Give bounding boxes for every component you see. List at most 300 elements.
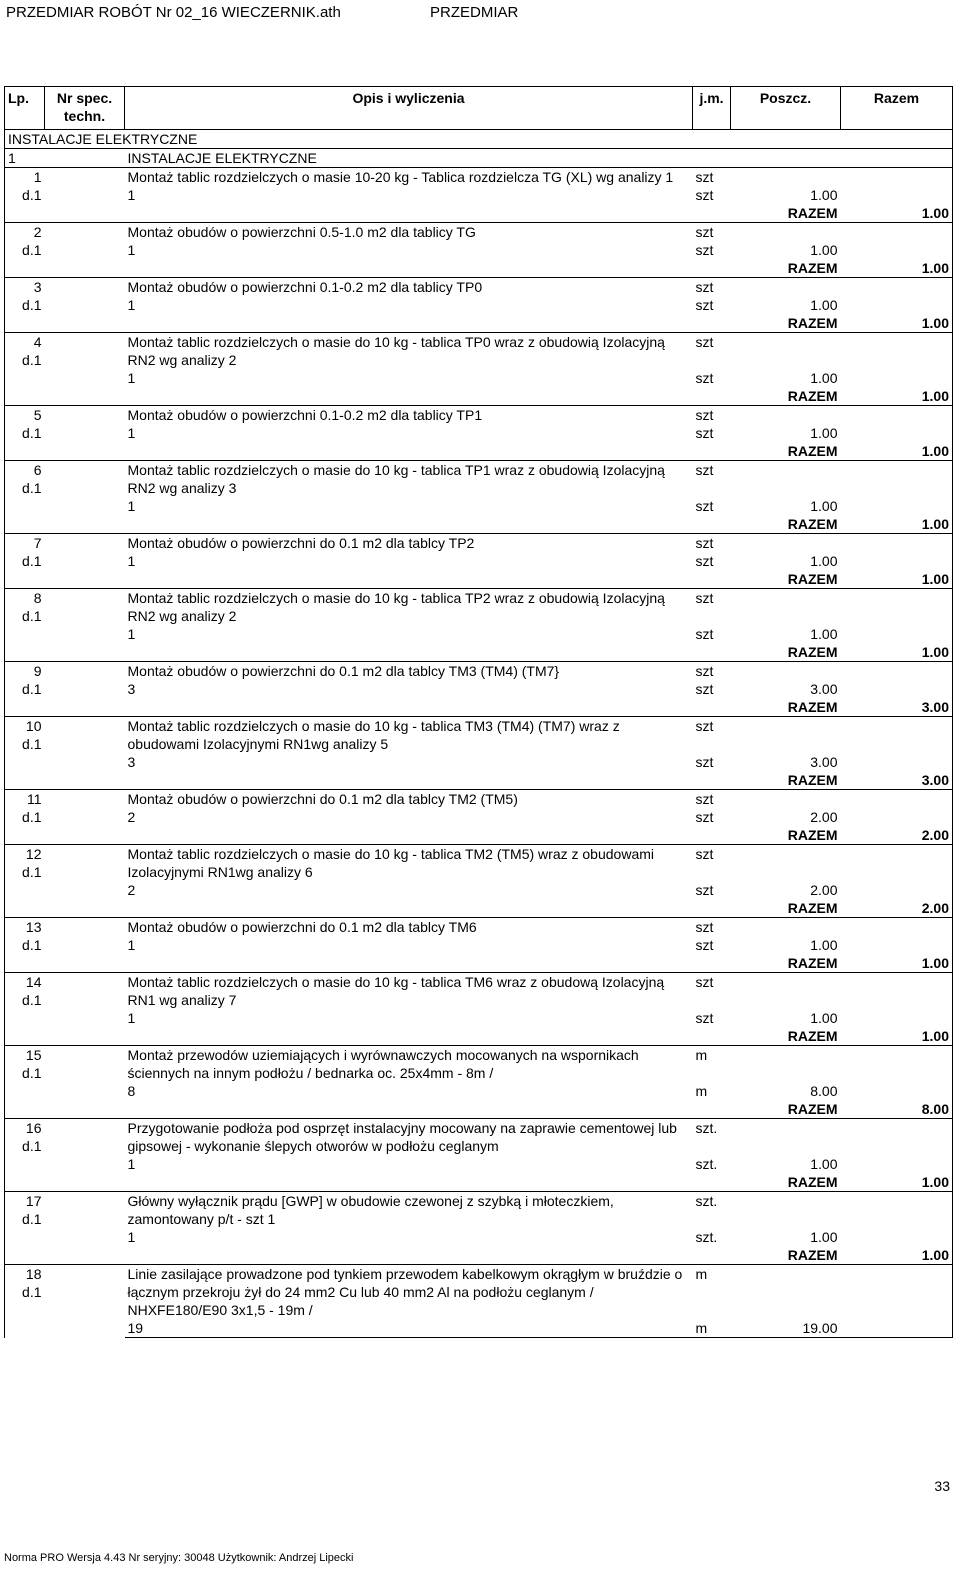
item-number: 4 [33,334,42,350]
razem-value: 1.00 [841,204,953,223]
razem-jm-empty [693,899,731,918]
razem-jm-empty [693,1027,731,1046]
razem-desc-empty [125,1173,693,1192]
calc-unit: szt [695,882,714,898]
calc-value: 2.00 [810,809,838,825]
calc-expression: 2 [127,882,136,898]
item-row [5,589,953,626]
item-empty [731,1192,841,1229]
subsection-lp: 1 [5,149,45,168]
subsection-row [5,149,953,168]
calc-expression: 1 [127,370,136,386]
calc-empty [841,808,953,826]
razem-jm-empty [693,1173,731,1192]
item-row [5,223,953,242]
item-lp-cell [5,790,45,827]
razem-desc-empty [125,259,693,278]
razem-row [5,259,953,278]
razem-desc-empty [125,1027,693,1046]
calc-row [5,881,953,899]
item-row [5,333,953,370]
razem-label: RAZEM [787,772,838,788]
calc-row [5,1009,953,1027]
calc-empty [841,552,953,570]
item-lp-cell [5,717,45,772]
razem-desc-empty [125,954,693,973]
calc-value: 8.00 [810,1083,838,1099]
subsection-title: INSTALACJE ELEKTRYCZNE [125,149,953,168]
razem-row [5,442,953,461]
item-lp-cell [5,1046,45,1101]
calc-unit: szt [695,297,714,313]
razem-label: RAZEM [787,516,838,532]
calc-unit: szt [695,937,714,953]
item-unit: szt [693,717,731,754]
razem-jm-empty [693,259,731,278]
item-description: Montaż tablic rozdzielczych o masie do 10 kg - tablica TM6 wraz z obudową Izolacyjną RN1 wg analizy 7 [125,973,693,1010]
item-empty [841,406,953,425]
item-number: 13 [25,919,42,935]
item-row [5,918,953,937]
razem-label: RAZEM [787,443,838,459]
item-lp-cell [5,168,45,205]
file-title: PRZEDMIAR ROBÓT Nr 02_16 WIECZERNIK.ath [6,4,341,21]
razem-value: 1.00 [841,1027,953,1046]
item-unit: szt [693,168,731,187]
razem-label: RAZEM [787,571,838,587]
item-description: Montaż tablic rozdzielczych o masie do 10 kg - tablica TP1 wraz z obudowią Izolacyjną RN2 wg analizy 3 [125,461,693,498]
razem-row [5,826,953,845]
calc-expression: 1 [127,425,136,441]
item-unit: szt [693,973,731,1010]
section-row [5,130,953,149]
calc-expression: 19 [125,1319,693,1338]
item-row [5,662,953,681]
item-number: 8 [33,590,42,606]
razem-desc-empty [125,771,693,790]
item-unit: szt [693,662,731,681]
item-number: 6 [33,462,42,478]
razem-row [5,314,953,333]
item-lp-cell [5,1119,45,1174]
calc-expression: 1 [127,1010,136,1026]
calc-empty [841,936,953,954]
calc-empty [841,753,953,771]
calc-unit: szt [695,553,714,569]
item-description: Montaż tablic rozdzielczych o masie do 10 kg - tablica TM3 (TM4) (TM7) wraz z obudowami Izolacyjnymi RN1wg analizy 5 [125,717,693,754]
razem-lp-empty [5,771,45,790]
calc-empty [841,1228,953,1246]
item-unit: szt. [693,1119,731,1156]
item-empty [841,790,953,809]
razem-desc-empty [125,570,693,589]
calc-expression: 1 [127,1156,136,1172]
item-row [5,973,953,1010]
item-lp-cell [5,223,45,260]
item-description: Montaż obudów o powierzchni do 0.1 m2 dla tablcy TP2 [125,534,693,553]
item-unit: szt [693,333,731,370]
calc-row [5,552,953,570]
razem-jm-empty [693,314,731,333]
item-description: Montaż obudów o powierzchni do 0.1 m2 dla tablcy TM6 [125,918,693,937]
calc-unit: szt [695,681,714,697]
calc-empty [841,296,953,314]
razem-value: 3.00 [841,771,953,790]
calc-row [5,1228,953,1246]
calc-row [5,424,953,442]
razem-label: RAZEM [787,388,838,404]
razem-row [5,570,953,589]
item-reference: d.1 [22,937,42,953]
razem-lp-empty [5,570,45,589]
calc-unit: szt [695,626,714,642]
item-empty [731,1119,841,1156]
item-empty [731,973,841,1010]
razem-value: 1.00 [841,387,953,406]
item-description: Główny wyłącznik prądu [GWP] w obudowie czewonej z szybką i młoteczkiem, zamontowany p/t - szt 1 [125,1192,693,1229]
item-empty [841,1119,953,1156]
razem-value: 2.00 [841,826,953,845]
item-unit: szt [693,790,731,809]
calc-expression: 1 [127,937,136,953]
razem-row [5,1173,953,1192]
razem-row [5,1100,953,1119]
item-empty [841,717,953,754]
item-row [5,534,953,553]
item-reference: d.1 [22,1138,42,1154]
razem-jm-empty [693,954,731,973]
razem-label: RAZEM [787,1028,838,1044]
item-empty [841,662,953,681]
calc-row [5,680,953,698]
razem-lp-empty [5,954,45,973]
calc-value: 1.00 [810,425,838,441]
item-spec [45,973,125,1046]
razem-jm-empty [693,826,731,845]
item-row [5,790,953,809]
razem-lp-empty [5,1173,45,1192]
calc-empty [841,1155,953,1173]
item-row [5,1265,953,1320]
item-spec [45,406,125,461]
table-header-row [5,87,953,130]
item-number: 2 [33,224,42,240]
razem-value: 1.00 [841,1246,953,1265]
razem-label: RAZEM [787,315,838,331]
calc-row [5,369,953,387]
calc-unit: szt [695,425,714,441]
calc-row [5,1082,953,1100]
item-row [5,1192,953,1229]
razem-label: RAZEM [787,1174,838,1190]
razem-label: RAZEM [787,955,838,971]
item-row [5,278,953,297]
calc-value: 1.00 [810,1229,838,1245]
item-unit: szt. [693,1192,731,1229]
razem-lp-empty [5,1027,45,1046]
calc-value: 3.00 [810,681,838,697]
item-lp-cell [5,845,45,900]
item-empty [841,1046,953,1083]
page-number: 33 [934,1478,950,1494]
item-lp-cell [5,589,45,644]
razem-lp-empty [5,826,45,845]
calc-expression: 8 [127,1083,136,1099]
column-header-jm: j.m. [693,87,731,130]
item-description: Montaż tablic rozdzielczych o masie do 10 kg - tablica TM2 (TM5) wraz z obudowami Izolacyjnymi RN1wg analizy 6 [125,845,693,882]
calc-expression: 1 [127,553,136,569]
calc-row [5,936,953,954]
calc-row [5,625,953,643]
calc-value: 1.00 [810,937,838,953]
item-spec [45,1119,125,1192]
item-empty [841,973,953,1010]
calc-empty [841,881,953,899]
przedmiar-table [4,86,953,1338]
calc-row [5,296,953,314]
item-lp-cell [5,534,45,571]
razem-row [5,954,953,973]
razem-jm-empty [693,771,731,790]
item-number: 17 [25,1193,42,1209]
calc-value: 1.00 [810,297,838,313]
item-reference: d.1 [22,1065,42,1081]
razem-lp-empty [5,643,45,662]
razem-jm-empty [693,204,731,223]
razem-desc-empty [125,515,693,534]
calc-row [5,186,953,204]
calc-unit: szt. [695,1156,718,1172]
item-empty [841,1265,953,1320]
calc-unit: szt [695,187,714,203]
calc-unit: szt [695,242,714,258]
calc-value: 1.00 [810,187,838,203]
item-row [5,461,953,498]
item-row [5,406,953,425]
calc-row [5,753,953,771]
item-reference: d.1 [22,809,42,825]
calc-value: 1.00 [810,242,838,258]
item-empty [731,662,841,681]
razem-desc-empty [125,442,693,461]
razem-row [5,771,953,790]
razem-lp-empty [5,387,45,406]
item-unit: m [693,1265,731,1320]
item-spec [45,662,125,717]
calc-expression: 1 [127,1229,136,1245]
item-reference: d.1 [22,1284,42,1300]
item-spec [45,918,125,973]
razem-lp-empty [5,442,45,461]
item-empty [731,790,841,809]
item-row [5,717,953,754]
item-number: 3 [33,279,42,295]
razem-lp-empty [5,1100,45,1119]
calc-row [5,497,953,515]
item-lp-cell [5,333,45,388]
item-empty [841,333,953,370]
razem-value: 1.00 [841,515,953,534]
razem-value: 1.00 [841,954,953,973]
calc-unit: m [693,1319,731,1338]
item-reference: d.1 [22,1211,42,1227]
calc-expression: 1 [127,498,136,514]
calc-empty [841,241,953,259]
razem-jm-empty [693,387,731,406]
item-reference: d.1 [22,864,42,880]
item-empty [731,1046,841,1083]
calc-row [5,1155,953,1173]
calc-row [5,1319,953,1338]
razem-label: RAZEM [787,900,838,916]
razem-label: RAZEM [787,205,838,221]
item-number: 15 [25,1047,42,1063]
item-reference: d.1 [22,352,42,368]
calc-value: 1.00 [810,553,838,569]
item-number: 11 [26,791,42,807]
item-reference: d.1 [22,242,42,258]
item-number: 16 [25,1120,42,1136]
item-spec [45,717,125,790]
item-unit: szt [693,589,731,626]
item-empty [841,845,953,882]
razem-desc-empty [125,826,693,845]
item-unit: szt [693,534,731,553]
calc-empty [841,186,953,204]
item-lp-cell [5,918,45,955]
calc-unit: szt [695,498,714,514]
razem-desc-empty [125,204,693,223]
item-empty [731,406,841,425]
item-spec [45,790,125,845]
item-reference: d.1 [22,992,42,1008]
item-reference: d.1 [22,608,42,624]
item-unit: szt [693,223,731,242]
item-empty [731,333,841,370]
razem-jm-empty [693,698,731,717]
column-header-qty: Poszcz. [731,87,841,130]
razem-row [5,515,953,534]
item-spec [45,168,125,223]
razem-row [5,899,953,918]
calc-expression: 1 [127,242,136,258]
razem-value: 1.00 [841,259,953,278]
item-lp-cell [5,973,45,1028]
item-lp-cell [5,1265,45,1338]
calc-unit: szt [695,1010,714,1026]
item-spec [45,589,125,662]
calc-unit: szt [695,754,714,770]
calc-expression: 3 [127,681,136,697]
item-number: 10 [25,718,42,734]
item-unit: szt [693,918,731,937]
razem-value: 1.00 [841,570,953,589]
item-reference: d.1 [22,480,42,496]
item-empty [841,1192,953,1229]
item-number: 18 [25,1266,42,1282]
item-number: 14 [25,974,42,990]
item-row [5,845,953,882]
razem-desc-empty [125,314,693,333]
item-spec [45,1046,125,1119]
item-number: 9 [33,663,42,679]
item-description: Montaż obudów o powierzchni do 0.1 m2 dla tablcy TM2 (TM5) [125,790,693,809]
item-lp-cell [5,662,45,699]
item-empty [841,223,953,242]
column-header-spec: Nr spec. techn. [45,87,125,130]
razem-value: 1.00 [841,643,953,662]
razem-label: RAZEM [787,699,838,715]
razem-value: 2.00 [841,899,953,918]
column-header-desc: Opis i wyliczenia [125,87,693,130]
razem-label: RAZEM [787,827,838,843]
item-spec [45,333,125,406]
razem-lp-empty [5,259,45,278]
razem-desc-empty [125,643,693,662]
item-empty [731,534,841,553]
razem-desc-empty [125,1246,693,1265]
item-empty [731,168,841,187]
item-empty [731,918,841,937]
razem-jm-empty [693,1100,731,1119]
item-reference: d.1 [22,187,42,203]
razem-lp-empty [5,204,45,223]
item-lp-cell [5,461,45,516]
document-title: PRZEDMIAR [430,4,519,21]
item-unit: szt [693,461,731,498]
item-spec [45,461,125,534]
item-spec [45,278,125,333]
razem-lp-empty [5,899,45,918]
item-number: 7 [33,535,42,551]
calc-empty [841,1009,953,1027]
calc-value: 1.00 [810,626,838,642]
calc-value: 1.00 [810,370,838,386]
razem-row [5,643,953,662]
section-title: INSTALACJE ELEKTRYCZNE [5,130,953,149]
calc-value: 1.00 [810,1156,838,1172]
razem-row [5,1246,953,1265]
item-reference: d.1 [22,553,42,569]
razem-jm-empty [693,442,731,461]
item-empty [731,1265,841,1320]
razem-jm-empty [693,1246,731,1265]
calc-empty [841,497,953,515]
item-empty [841,168,953,187]
item-empty [841,589,953,626]
razem-row [5,1027,953,1046]
razem-desc-empty [125,387,693,406]
item-description: Montaż przewodów uziemiających i wyrównawczych mocowanych na wspornikach ściennych na innym podłożu / bednarka oc. 25x4mm - 8m / [125,1046,693,1083]
calc-unit: szt. [695,1229,718,1245]
calc-value: 1.00 [810,1010,838,1026]
item-description: Montaż tablic rozdzielczych o masie do 10 kg - tablica TP2 wraz z obudowią Izolacyjną RN2 wg analizy 2 [125,589,693,626]
calc-expression: 1 [127,187,136,203]
item-lp-cell [5,406,45,443]
razem-jm-empty [693,643,731,662]
razem-value: 1.00 [841,442,953,461]
item-number: 1 [33,169,42,185]
item-empty [841,461,953,498]
calc-unit: m [695,1083,708,1099]
calc-value: 19.00 [731,1319,841,1338]
razem-lp-empty [5,1246,45,1265]
calc-expression: 1 [127,297,136,313]
razem-row [5,204,953,223]
item-spec [45,223,125,278]
item-unit: szt [693,406,731,425]
razem-label: RAZEM [787,644,838,660]
